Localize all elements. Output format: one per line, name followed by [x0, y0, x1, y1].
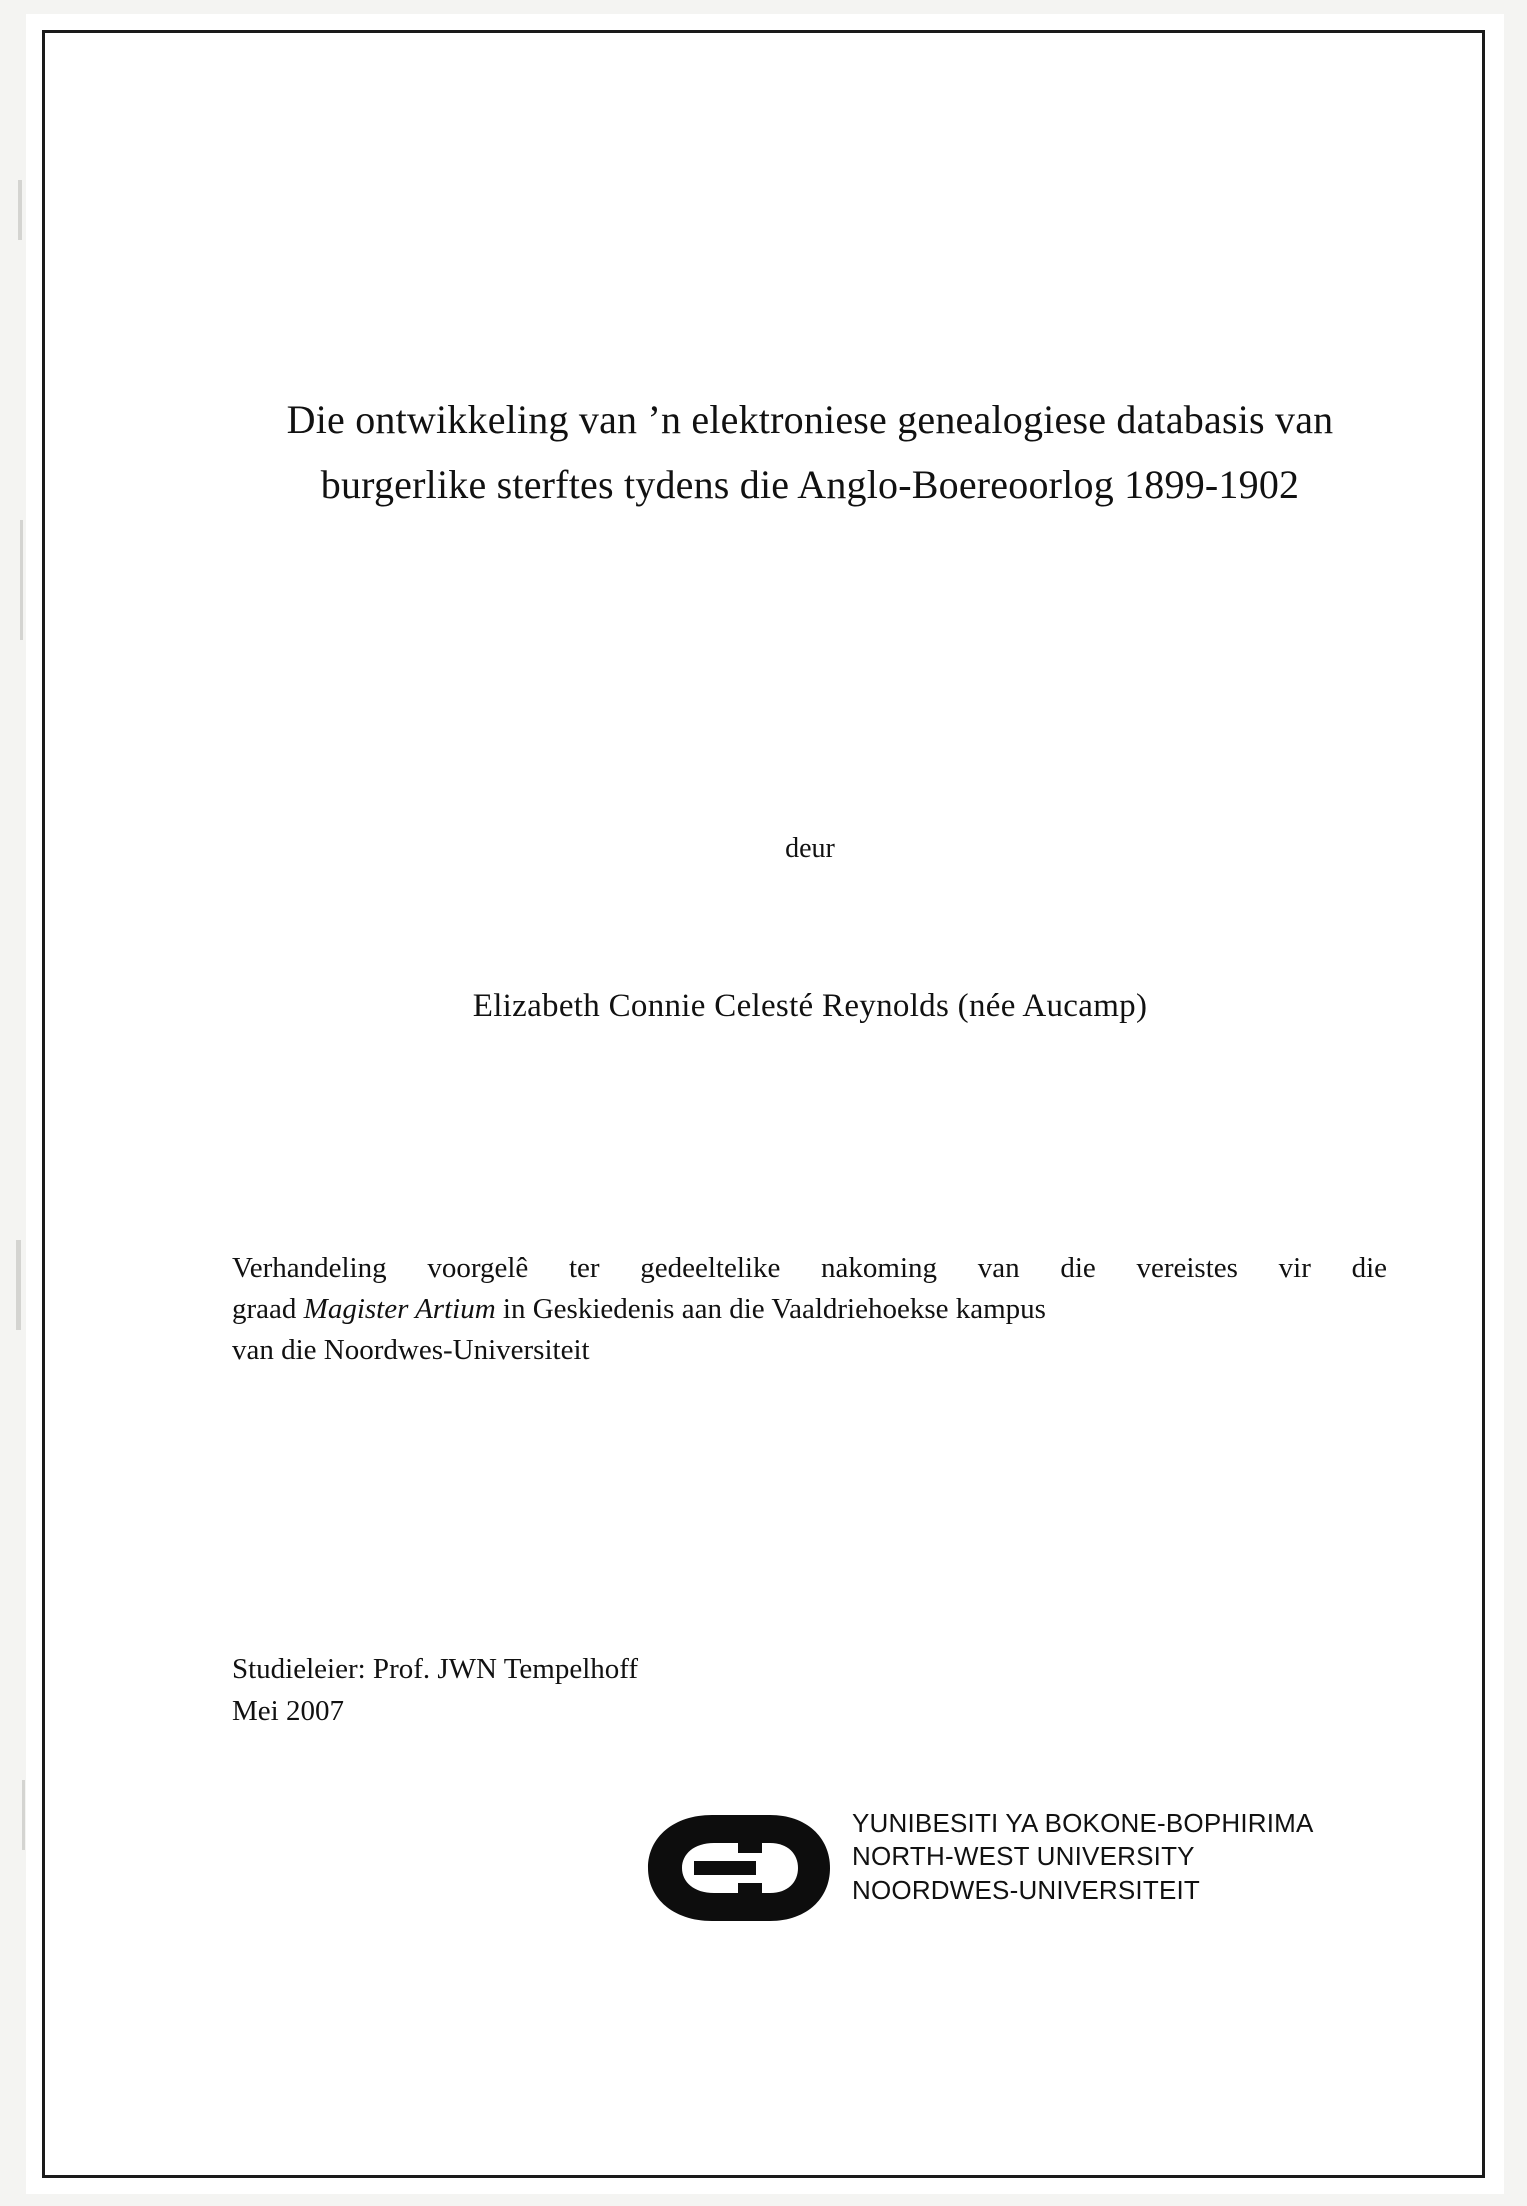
degree-name-italic: Magister Artium — [303, 1293, 496, 1326]
university-logo-block — [512, 1801, 1312, 1941]
scan-speck — [18, 180, 22, 240]
logo-text-line-3: NOORDWES-UNIVERSITEIT — [852, 1874, 1200, 1905]
degree-statement-line-1: Verhandeling voorgelê ter gedeeltelike nakoming van die vereistes vir die — [232, 1252, 1387, 1284]
title-page-content — [190, 33, 1430, 2175]
author-name: Elizabeth Connie Celesté Reynolds (née Aucamp) — [472, 988, 1148, 1024]
supervisor-line: Studieleier: Prof. JWN Tempelhoff — [232, 1653, 639, 1685]
date-line: Mei 2007 — [232, 1695, 344, 1728]
degree-statement-line-2 — [232, 1289, 1387, 1330]
supervisor-block — [232, 1648, 1332, 1732]
title-line-1: Die ontwikkeling van ’n elektroniese genealogiese databasis van — [286, 397, 1334, 442]
scan-speck — [20, 520, 23, 640]
degree-statement-line-3: van die Noordwes-Universiteit — [232, 1334, 590, 1367]
degree-statement-line-2-prefix: graad — [232, 1293, 304, 1326]
logo-text-line-2: NORTH-WEST UNIVERSITY — [852, 1841, 1195, 1872]
degree-statement-line-2-suffix: in Geskiedenis aan die Vaaldriehoekse kampus — [495, 1293, 1046, 1326]
author-label: deur — [785, 833, 835, 864]
scan-speck — [22, 1780, 25, 1850]
university-logo-text — [852, 1807, 1314, 1907]
logo-text-line-1: YUNIBESITI YA BOKONE-BOPHIRIMA — [852, 1808, 1314, 1838]
degree-statement — [232, 1248, 1387, 1372]
title-line-2: burgerlike sterftes tydens die Anglo-Boereoorlog 1899-1902 — [320, 461, 1300, 507]
north-west-university-logo-icon — [642, 1809, 842, 1927]
title-page-frame — [42, 30, 1485, 2178]
scan-speck — [16, 1240, 21, 1330]
page-title — [190, 388, 1430, 518]
